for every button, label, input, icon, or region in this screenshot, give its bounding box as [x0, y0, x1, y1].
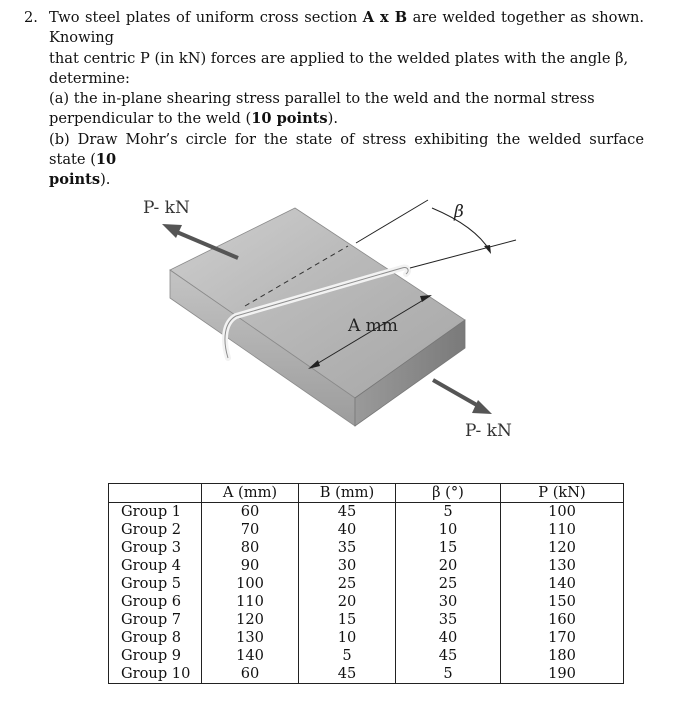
cell-group: Group 3	[109, 539, 202, 557]
cell-p: 160	[501, 611, 624, 629]
cell-beta: 5	[396, 503, 501, 522]
problem-statement	[24, 8, 644, 191]
cell-beta: 10	[396, 521, 501, 539]
table-row	[109, 593, 624, 611]
cell-a: 70	[202, 521, 299, 539]
problem-line-2: that centric P (in kN) forces are applied to the welded plates with the angle β,	[49, 49, 629, 67]
cell-a: 110	[202, 593, 299, 611]
intro-text: Two steel plates of uniform cross section	[49, 9, 363, 26]
part-a-text: perpendicular to the weld (	[49, 110, 252, 128]
angle-arrowhead	[484, 245, 491, 254]
table-row	[109, 611, 624, 629]
cell-group: Group 9	[109, 647, 202, 665]
table-row	[109, 575, 624, 593]
cell-b: 25	[299, 575, 396, 593]
welded-plates-figure	[110, 188, 540, 450]
force-arrow-right	[433, 380, 482, 408]
cell-group: Group 1	[109, 503, 202, 522]
cell-beta: 40	[396, 629, 501, 647]
problem-body	[49, 8, 644, 191]
table-row	[109, 539, 624, 557]
cell-group: Group 7	[109, 611, 202, 629]
cross-section-label: A x B	[362, 9, 408, 26]
dimension-label: A mm	[348, 316, 398, 336]
cell-a: 90	[202, 557, 299, 575]
force-label-right: P- kN	[465, 421, 512, 441]
cell-group: Group 8	[109, 629, 202, 647]
table-header-row	[109, 484, 624, 503]
cell-a: 60	[202, 503, 299, 522]
cell-group: Group 6	[109, 593, 202, 611]
cell-p: 150	[501, 593, 624, 611]
welded-plates-drawing	[110, 188, 540, 450]
part-b-points-word: points	[49, 171, 101, 189]
cell-b: 20	[299, 593, 396, 611]
cell-p: 140	[501, 575, 624, 593]
part-a-line-1: (a) the in-plane shearing stress parallel to the weld and the normal stress	[49, 90, 595, 108]
table-row	[109, 521, 624, 539]
part-a-end: ).	[327, 110, 338, 128]
table-row	[109, 647, 624, 665]
force-arrowhead-left	[162, 224, 182, 238]
part-b-line-1	[49, 130, 644, 171]
cell-beta: 25	[396, 575, 501, 593]
angle-ref-line-upper	[356, 200, 428, 243]
table-row	[109, 557, 624, 575]
cell-a: 100	[202, 575, 299, 593]
cell-b: 5	[299, 647, 396, 665]
table-row	[109, 503, 624, 522]
part-b-points-number: 10	[95, 151, 117, 169]
angle-ref-line-lower	[410, 240, 516, 268]
cell-beta: 20	[396, 557, 501, 575]
cell-beta: 35	[396, 611, 501, 629]
cell-b: 10	[299, 629, 396, 647]
part-a-line-2	[49, 109, 644, 129]
cell-beta: 45	[396, 647, 501, 665]
part-b-text: (b) Draw Mohr’s circle for the state of stress exhibiting the welded surface state (	[49, 130, 644, 169]
cell-a: 60	[202, 665, 299, 684]
cell-group: Group 2	[109, 521, 202, 539]
problem-number: 2.	[24, 9, 38, 26]
part-b-end: ).	[100, 171, 111, 189]
cell-b: 30	[299, 557, 396, 575]
intro-text-end: are welded together as shown. Knowing	[49, 9, 644, 47]
cell-a: 140	[202, 647, 299, 665]
data-table-container	[108, 483, 624, 684]
table-body	[109, 503, 624, 684]
cell-b: 35	[299, 539, 396, 557]
cell-a: 80	[202, 539, 299, 557]
cell-a: 120	[202, 611, 299, 629]
cell-b: 45	[299, 665, 396, 684]
problem-line-3: determine:	[49, 69, 130, 87]
cell-group: Group 10	[109, 665, 202, 684]
force-label-left: P- kN	[143, 198, 190, 218]
part-a-points: 10 points	[251, 110, 328, 128]
header-group	[109, 484, 202, 503]
cell-beta: 5	[396, 665, 501, 684]
header-a: A (mm)	[202, 484, 299, 503]
header-p: P (kN)	[501, 484, 624, 503]
cell-b: 45	[299, 503, 396, 522]
cell-group: Group 5	[109, 575, 202, 593]
cell-beta: 15	[396, 539, 501, 557]
header-b: B (mm)	[299, 484, 396, 503]
cell-p: 110	[501, 521, 624, 539]
cell-p: 190	[501, 665, 624, 684]
group-data-table	[108, 483, 624, 684]
cell-a: 130	[202, 629, 299, 647]
cell-group: Group 4	[109, 557, 202, 575]
problem-line-1	[49, 8, 644, 49]
table-row	[109, 629, 624, 647]
cell-p: 130	[501, 557, 624, 575]
cell-beta: 30	[396, 593, 501, 611]
cell-p: 170	[501, 629, 624, 647]
cell-p: 120	[501, 539, 624, 557]
cell-b: 15	[299, 611, 396, 629]
cell-p: 180	[501, 647, 624, 665]
table-row	[109, 665, 624, 684]
cell-b: 40	[299, 521, 396, 539]
angle-label: β	[454, 202, 464, 222]
cell-p: 100	[501, 503, 624, 522]
header-beta: β (°)	[396, 484, 501, 503]
